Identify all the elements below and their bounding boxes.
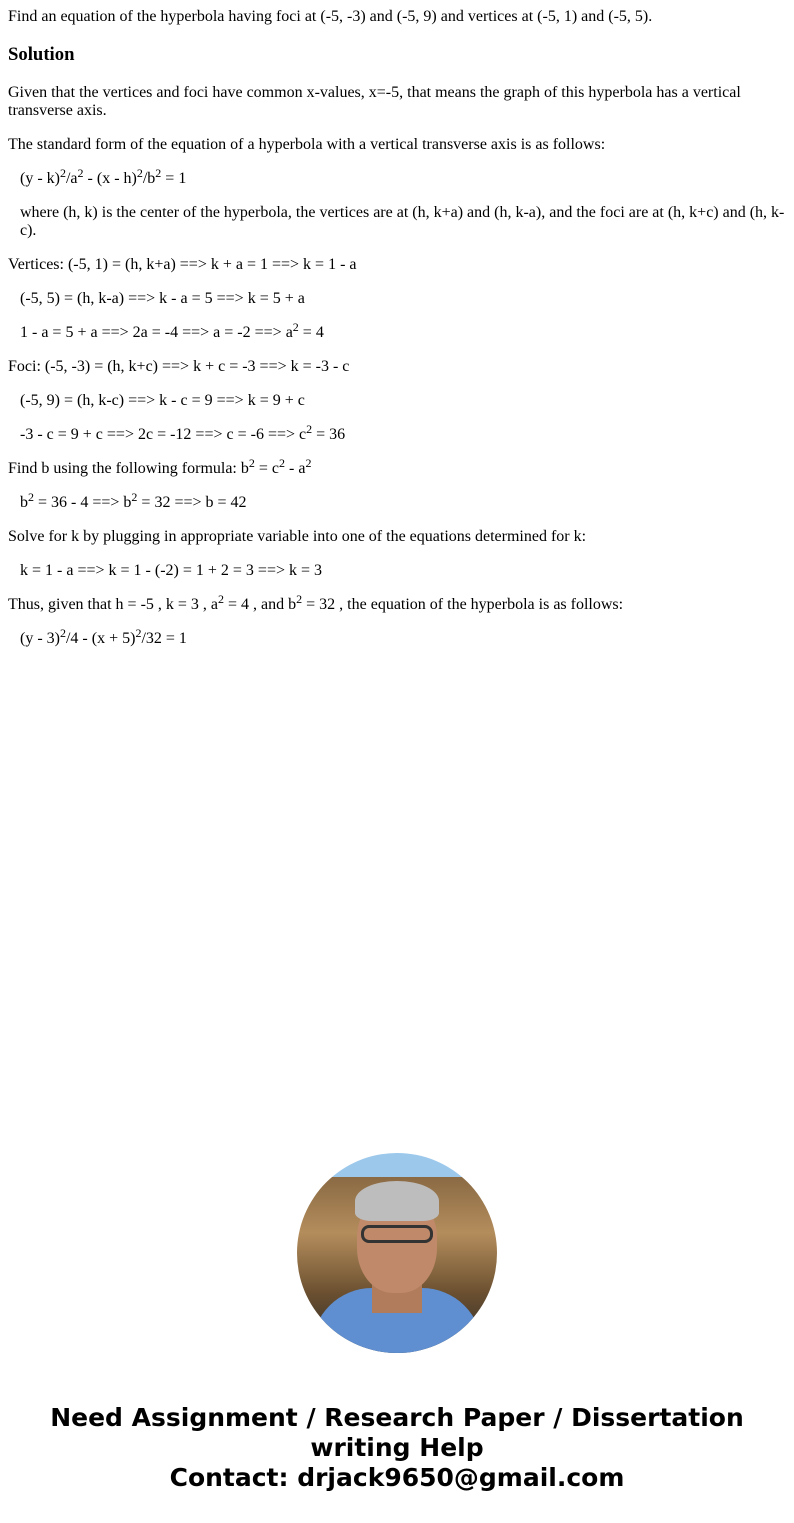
solution-line: [8, 166, 786, 188]
solution-line: [8, 256, 786, 274]
text-segment: Find an equation of the hyperbola having foci at (-5, -3) and (-5, 9) and vertices at (-5, 1) and (-5, 5).: [8, 8, 653, 25]
text-segment: Given that the vertices and foci have common x-values, x=-5, that means the graph of this hyperbola has a vertical transverse axis.: [8, 84, 741, 119]
superscript: 2: [155, 166, 162, 180]
banner-line-1: Need Assignment / Research Paper / Dissertation: [50, 1403, 744, 1432]
solution-line: [8, 84, 786, 120]
superscript: 2: [248, 456, 255, 470]
text-segment: Foci: (-5, -3) = (h, k+c) ==> k + c = -3 ==> k = -3 - c: [8, 358, 350, 375]
superscript: 2: [305, 456, 312, 470]
text-segment: - (x - h): [83, 170, 137, 187]
superscript: 2: [296, 592, 303, 606]
superscript: 2: [306, 422, 313, 436]
superscript: 2: [131, 490, 138, 504]
solution-line: [8, 592, 786, 614]
text-segment: = 32 , the equation of the hyperbola is as follows:: [302, 596, 624, 613]
solution-line: [8, 136, 786, 154]
solution-line: [8, 528, 786, 546]
author-photo: [297, 1153, 497, 1353]
text-segment: Find b using the following formula: b: [8, 460, 249, 477]
text-segment: Solve for k by plugging in appropriate variable into one of the equations determined for k:: [8, 528, 587, 545]
text-segment: = 36 - 4 ==> b: [34, 494, 132, 511]
superscript: 2: [28, 490, 34, 504]
text-segment: - a: [285, 460, 306, 477]
solution-line: [8, 456, 786, 478]
solution-line: [8, 562, 786, 580]
solution-line: [8, 626, 786, 648]
solution-line: [8, 290, 786, 308]
text-segment: = 36: [312, 426, 346, 443]
superscript: 2: [279, 456, 285, 470]
question-text: [8, 8, 786, 26]
text-segment: -3 - c = 9 + c ==> 2c = -12 ==> c = -6 ==> c: [20, 426, 307, 443]
text-segment: = 4: [298, 324, 324, 341]
text-segment: /32 = 1: [141, 630, 187, 647]
superscript: 2: [292, 320, 299, 334]
banner-line-3: Contact: drjack9650@gmail.com: [169, 1463, 625, 1492]
text-segment: 1 - a = 5 + a ==> 2a = -4 ==> a = -2 ==> a: [20, 324, 293, 341]
text-segment: Thus, given that h = -5 , k = 3 , a: [8, 596, 219, 613]
text-segment: (-5, 9) = (h, k-c) ==> k - c = 9 ==> k = 9 + c: [20, 392, 305, 409]
text-segment: k = 1 - a ==> k = 1 - (-2) = 1 + 2 = 3 ==> k = 3: [20, 562, 323, 579]
document-body: [8, 0, 786, 664]
solution-heading: Solution: [8, 44, 75, 65]
text-segment: Vertices: (-5, 1) = (h, k+a) ==> k + a = 1 ==> k = 1 - a: [8, 256, 357, 273]
solution-line: [8, 490, 786, 512]
text-segment: (-5, 5) = (h, k-a) ==> k - a = 5 ==> k = 5 + a: [20, 290, 305, 307]
superscript: 2: [135, 626, 142, 640]
text-segment: /b: [142, 170, 156, 187]
text-segment: = 32 ==> b = 42: [137, 494, 247, 511]
solution-line: [8, 358, 786, 376]
text-segment: where (h, k) is the center of the hyperbola, the vertices are at (h, k+a) and (h, k-a), and the foci are at (h, k+c) and (h, k-c).: [20, 204, 785, 239]
text-segment: b: [20, 494, 28, 511]
superscript: 2: [59, 166, 66, 180]
photo-hair: [355, 1181, 439, 1221]
solution-line: [8, 320, 786, 342]
banner-line-2: writing Help: [310, 1433, 484, 1462]
text-segment: /4 - (x + 5): [65, 630, 136, 647]
superscript: 2: [59, 626, 66, 640]
text-segment: (y - k): [20, 170, 60, 187]
text-segment: = 4 , and b: [224, 596, 297, 613]
solution-line: [8, 422, 786, 444]
text-segment: = 1: [161, 170, 187, 187]
text-segment: = c: [254, 460, 279, 477]
solution-line: [8, 392, 786, 410]
text-segment: /a: [65, 170, 78, 187]
superscript: 2: [77, 166, 84, 180]
superscript: 2: [218, 592, 225, 606]
solution-line: [8, 204, 786, 240]
text-segment: (y - 3): [20, 630, 60, 647]
superscript: 2: [136, 166, 143, 180]
contact-banner: [0, 1403, 794, 1493]
text-segment: The standard form of the equation of a hyperbola with a vertical transverse axis is as follows:: [8, 136, 606, 153]
solution-body: [8, 84, 786, 648]
photo-glasses: [361, 1225, 433, 1243]
